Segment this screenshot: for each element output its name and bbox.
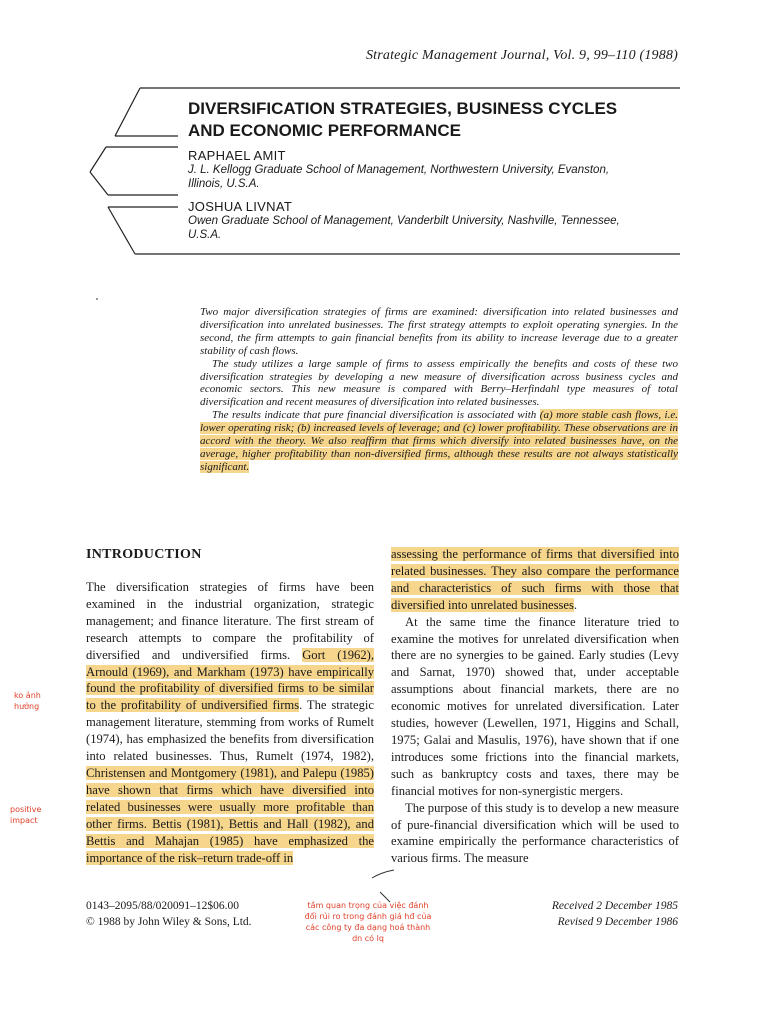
author-name: RAPHAEL AMIT [188, 148, 286, 163]
abstract-paragraph: The results indicate that pure financial diversification is associated with (a) more stable cash flows, i.e. lower operating risk; (b) increased levels of leverage; and (c) lower profitability. These observations are in accord with the theory. We also reaffirm that firms which diversify into related businesses have, on the average, higher profitability than non-diversified firms, although these results are not always statistically significant. [200, 409, 678, 473]
author-name: JOSHUA LIVNAT [188, 199, 293, 214]
highlighted-text: assessing the performance of firms that diversified into related businesses. They also compare the performance and characteristics of such firms with those that diversified into unrelated businesses [391, 547, 679, 612]
body-paragraph: The purpose of this study is to develop a new measure of pure-financial diversification which will be used to examine empirically the performance characteristics of various firms. The measure [391, 800, 679, 866]
paper-title [188, 98, 688, 142]
title-line-2: AND ECONOMIC PERFORMANCE [188, 121, 461, 140]
body-paragraph: At the same time the finance literature tried to examine the motives for unrelated diversification when there are no synergies to be gained. Early studies (Levy and Sarnat, 1970) showed that, under acceptable assumptions about financial markets, there are no economic motives for unrelated diversification. Later studies, however (Lewellen, 1971, Higgins and Schall, 1975; Galai and Masulis, 1976), have shown that if one introduces some frictions into the financial markets, such as bankruptcy costs and taxes, there may be financial motives for non-synergistic mergers. [391, 614, 679, 798]
footer-publication-info [86, 898, 252, 930]
abstract [200, 306, 678, 474]
highlighted-text: Gort (1962), Arnould (1969), and Markham (1973) have empirically found the profitability of diversified firms to be similar to the profitability of undiversified firms [86, 647, 374, 713]
abstract-paragraph: Two major diversification strategies of firms are examined: diversification into related businesses and diversification into unrelated businesses. The first strategy attempts to exploit operating synergies. In the second, the firm attempts to gain financial benefits from its ability to increase leverage due to a greater stability of cash flows. [200, 306, 678, 357]
left-column [86, 579, 374, 866]
highlighted-text: Christensen and Montgomery (1981), and Palepu (1985) have shown that firms which have diversified into related businesses were usually more profitable than other firms. Bettis (1981), Bettis and Hall (1982), and Bettis and Mahajan (1985) have emphasized the importance of the risk–return trade-off in [86, 765, 374, 865]
footer-dates [552, 898, 678, 930]
journal-citation: Strategic Management Journal, Vol. 9, 99–110 (1988) [365, 48, 678, 63]
handwritten-annotation: tầm quan trọng của việc đánh đổi rủi ro trong đánh giá hđ của các công ty đa dạng hoá thành dn có lq [304, 901, 432, 943]
author-affiliation: Owen Graduate School of Management, Vanderbilt University, Nashville, Tennessee, U.S.A. [188, 215, 620, 241]
author-affiliation: J. L. Kellogg Graduate School of Management, Northwestern University, Evanston, Illinois, U.S.A. [188, 164, 610, 190]
title-line-1: DIVERSIFICATION STRATEGIES, BUSINESS CYCLES [188, 99, 618, 118]
copyright-line: © 1988 by John Wiley & Sons, Ltd. [86, 916, 252, 928]
section-heading: INTRODUCTION [86, 547, 202, 562]
body-paragraph: assessing the performance of firms that diversified into related businesses. They also compare the performance and characteristics of such firms with those that diversified into unrelated businesses. [391, 547, 679, 612]
handwritten-annotation: positive impact [10, 805, 42, 825]
scan-speck [96, 298, 98, 300]
abstract-paragraph: The study utilizes a large sample of firms to assess empirically the benefits and costs of these two diversification strategies by developing a new measure of diversification across business cycles and economic sectors. This new measure is compared with Berry–Herfindahl type measures of total diversification and recent measures of diversification into related businesses. [200, 357, 678, 409]
right-column [391, 546, 679, 867]
received-date: Received 2 December 1985 [551, 900, 678, 912]
title-block [188, 98, 688, 242]
body-paragraph: The diversification strategies of firms have been examined in the industrial organization, strategic management; and finance literature. The first stream of research attempts to compare the profitability of diversified and undiversified firms. Gort (1962), Arnould (1969), and Markham (1973) have empirically found the profitability of diversified firms to be similar to the profitability of undiversified firms. The strategic management literature, stemming from works of Rumelt (1974), has emphasized the benefits from diversification into related businesses. Thus, Rumelt (1974, 1982), Christensen and Montgomery (1981), and Palepu (1985) have shown that firms which have diversified into related businesses were usually more profitable than other firms. Bettis (1981), Bettis and Hall (1982), and Bettis and Mahajan (1985) have emphasized the importance of the risk–return trade-off in [86, 580, 374, 865]
handwritten-annotation: ko ảnh hưởng [14, 691, 41, 711]
highlighted-text: (a) more stable cash flows, i.e. lower operating risk; (b) increased levels of leverage; and (c) lower profitability. These observations are in accord with the theory. We also reaffirm that firms which diversify into related businesses have, on the average, higher profitability than non-diversified firms, although these results are not always statistically significant. [200, 409, 678, 473]
issn-code: 0143–2095/88/020091–12$06.00 [86, 900, 240, 912]
revised-date: Revised 9 December 1986 [557, 916, 678, 928]
